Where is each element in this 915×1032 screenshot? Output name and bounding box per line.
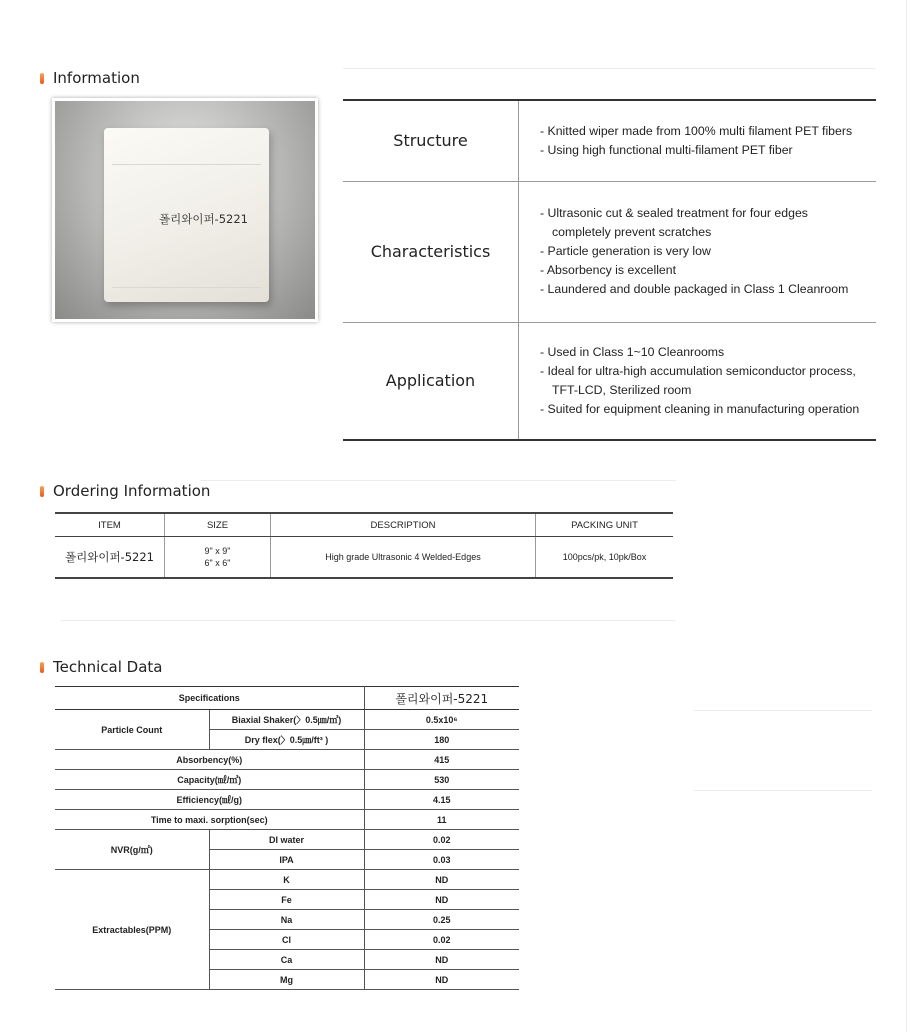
ipa-value: 0.03 <box>364 850 519 870</box>
info-label: Application <box>343 322 519 440</box>
info-row-characteristics <box>343 181 876 322</box>
section-marker-icon <box>40 662 44 673</box>
table-row <box>55 770 519 790</box>
element-value: ND <box>364 870 519 890</box>
di-water-label: DI water <box>209 830 364 850</box>
ordering-title: Ordering Information <box>53 482 211 500</box>
info-line: - Using high functional multi-filament PET fiber <box>540 142 793 157</box>
product-photo <box>52 98 318 322</box>
info-label: Structure <box>343 100 519 181</box>
capacity-value: 530 <box>364 770 519 790</box>
ordering-item: 폴리와이퍼-5221 <box>55 537 165 579</box>
table-row <box>55 810 519 830</box>
efficiency-label: Efficiency(㎖/g) <box>55 790 364 810</box>
absorbency-value: 415 <box>364 750 519 770</box>
info-line: - Absorbency is excellent <box>540 263 677 277</box>
technical-title: Technical Data <box>53 658 163 676</box>
ordering-table <box>55 512 673 579</box>
size-value: 9" x 9" <box>204 546 231 556</box>
table-row <box>55 537 673 579</box>
dryflex-label: Dry flex(〉0.5㎛/ft³ ) <box>209 730 364 750</box>
info-line: - Knitted wiper made from 100% multi filament PET fibers <box>540 123 853 138</box>
element-value: ND <box>364 950 519 970</box>
table-row <box>55 870 519 890</box>
technical-header-row <box>55 687 519 710</box>
sorption-time-value: 11 <box>364 810 519 830</box>
column-header: DESCRIPTION <box>271 513 536 537</box>
ordering-description: High grade Ultrasonic 4 Welded-Edges <box>271 537 536 579</box>
table-row <box>55 710 519 730</box>
table-row <box>55 790 519 810</box>
info-line: - Ultrasonic cut & sealed treatment for four edges completely prevent scratches <box>540 206 808 239</box>
info-label: Characteristics <box>343 181 519 322</box>
info-description <box>519 100 877 181</box>
biaxial-value: 0.5x10⁶ <box>364 710 519 730</box>
element-value: 0.02 <box>364 930 519 950</box>
extractables-label: Extractables(PPM) <box>55 870 209 990</box>
table-row <box>55 750 519 770</box>
info-description <box>519 181 877 322</box>
info-description <box>519 322 877 440</box>
ipa-label: IPA <box>209 850 364 870</box>
efficiency-value: 4.15 <box>364 790 519 810</box>
side-divider-top <box>694 710 872 711</box>
technical-heading <box>40 658 162 676</box>
sorption-time-label: Time to maxi. sorption(sec) <box>55 810 364 830</box>
wiper-package-image <box>104 128 269 302</box>
absorbency-label: Absorbency(%) <box>55 750 364 770</box>
size-value: 6" x 6" <box>204 558 231 568</box>
element-label: K <box>209 870 364 890</box>
column-header: SIZE <box>165 513 271 537</box>
info-row-structure <box>343 100 876 181</box>
element-label: Na <box>209 910 364 930</box>
ordering-heading <box>40 482 210 500</box>
element-value: ND <box>364 970 519 990</box>
dryflex-value: 180 <box>364 730 519 750</box>
info-line: - Laundered and double packaged in Class 1 Cleanroom <box>540 282 849 296</box>
product-column-header: 폴리와이퍼-5221 <box>364 687 519 710</box>
table-row <box>55 830 519 850</box>
particle-count-label: Particle Count <box>55 710 209 750</box>
element-label: Fe <box>209 890 364 910</box>
info-row-application <box>343 322 876 440</box>
information-title: Information <box>53 69 140 87</box>
column-header: ITEM <box>55 513 165 537</box>
ordering-size <box>165 537 271 579</box>
product-info-table <box>343 99 876 441</box>
page-right-border <box>906 0 907 1032</box>
capacity-label: Capacity(㎖/㎡) <box>55 770 364 790</box>
element-value: 0.25 <box>364 910 519 930</box>
info-line: - Suited for equipment cleaning in manufacturing operation <box>540 401 860 416</box>
specifications-header: Specifications <box>55 687 364 710</box>
nvr-label: NVR(g/㎡) <box>55 830 209 870</box>
element-label: Mg <box>209 970 364 990</box>
ordering-header-divider <box>200 480 676 481</box>
technical-data-table <box>55 686 519 990</box>
element-value: ND <box>364 890 519 910</box>
ordering-packing: 100pcs/pk, 10pk/Box <box>562 552 647 562</box>
element-label: Cl <box>209 930 364 950</box>
ordering-header-row <box>55 513 673 537</box>
header-divider <box>343 68 876 69</box>
column-header: PACKING UNIT <box>536 513 674 537</box>
product-image-label: 폴리와이퍼-5221 <box>159 212 248 226</box>
section-marker-icon <box>40 73 44 84</box>
section-marker-icon <box>40 486 44 497</box>
di-water-value: 0.02 <box>364 830 519 850</box>
information-heading <box>40 69 140 87</box>
info-line: - Used in Class 1~10 Cleanrooms <box>540 344 725 359</box>
biaxial-label: Biaxial Shaker(〉0.5㎛/㎡) <box>209 710 364 730</box>
section-divider <box>60 620 676 621</box>
element-label: Ca <box>209 950 364 970</box>
info-line: - Particle generation is very low <box>540 244 711 258</box>
side-divider-bottom <box>694 790 872 791</box>
info-line: - Ideal for ultra-high accumulation semiconductor process, TFT-LCD, Sterilized room <box>540 363 856 397</box>
